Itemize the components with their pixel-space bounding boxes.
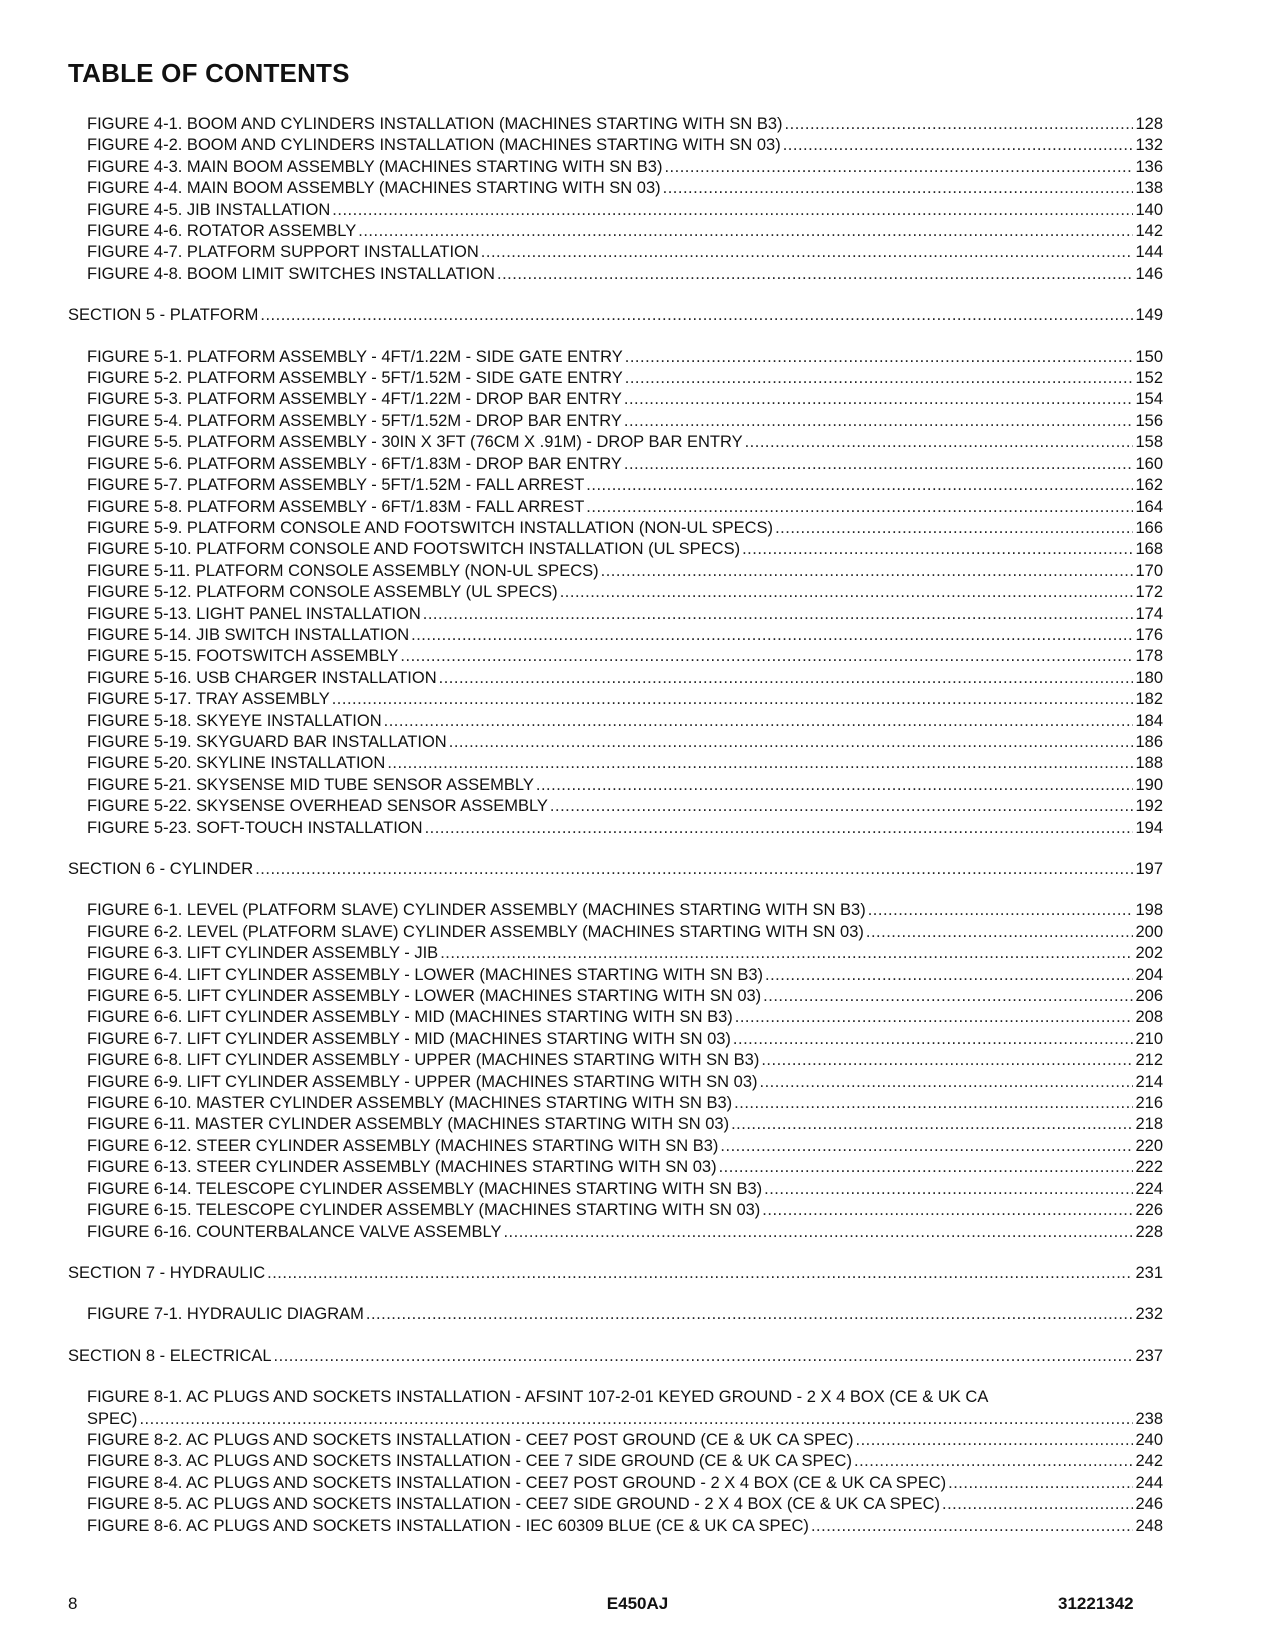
toc-entry-label: FIGURE 5-12. PLATFORM CONSOLE ASSEMBLY (UL SPECS) [87,583,558,602]
toc-entry-page: 232 [1135,1305,1163,1324]
dot-leader [760,1072,1134,1093]
toc-entry-label: FIGURE 5-4. PLATFORM ASSEMBLY - 5FT/1.52M - DROP BAR ENTRY [87,411,622,430]
toc-entry[interactable] [0,986,1163,1007]
toc-entry-page: 176 [1135,625,1163,644]
toc-entry-label: FIGURE 6-13. STEER CYLINDER ASSEMBLY (MACHINES STARTING WITH SN 03) [87,1158,717,1177]
toc-entry-label: FIGURE 7-1. HYDRAULIC DIAGRAM [87,1305,364,1324]
dot-leader [274,1346,1134,1367]
toc-section-page: 231 [1135,1263,1163,1282]
toc-entry-label-line1: FIGURE 8-1. AC PLUGS AND SOCKETS INSTALLATION - AFSINT 107-2-01 KEYED GROUND - 2 X 4 BOX (CE & UK CA [87,1388,989,1407]
toc-entry[interactable] [0,732,1163,753]
toc-entry[interactable] [0,1093,1163,1114]
dot-leader [560,582,1134,603]
toc-entry-page: 174 [1135,604,1163,623]
toc-entry-page: 132 [1135,136,1163,155]
toc-entry-page: 140 [1135,200,1163,219]
toc-entry-label: FIGURE 6-1. LEVEL (PLATFORM SLAVE) CYLINDER ASSEMBLY (MACHINES STARTING WITH SN B3) [87,901,866,920]
toc-entry-label: FIGURE 6-3. LIFT CYLINDER ASSEMBLY - JIB [87,944,439,963]
toc-entry-page: 164 [1135,497,1163,516]
dot-leader [497,264,1133,285]
toc-entry-page: 162 [1135,476,1163,495]
toc-entry[interactable] [0,178,1163,199]
toc-entry-page: 192 [1135,797,1163,816]
toc-section-label: SECTION 5 - PLATFORM [68,306,259,325]
dot-leader [601,561,1134,582]
toc-entry-page: 188 [1135,754,1163,773]
toc-entry-page: 210 [1135,1029,1163,1048]
toc-entry-page: 150 [1135,347,1163,366]
toc-entry-page: 228 [1135,1222,1163,1241]
dot-leader [624,454,1134,475]
toc-entry[interactable] [0,1222,1163,1243]
dot-leader [624,389,1134,410]
toc-entry-label: FIGURE 4-1. BOOM AND CYLINDERS INSTALLATION (MACHINES STARTING WITH SN B3) [87,115,783,133]
dot-leader [387,753,1133,774]
toc-entry-label: FIGURE 8-6. AC PLUGS AND SOCKETS INSTALLATION - IEC 60309 BLUE (CE & UK CA SPEC) [87,1516,809,1535]
toc-entry[interactable] [0,582,1163,603]
dot-leader [481,242,1134,263]
toc-entry-page: 218 [1135,1115,1163,1134]
dot-leader [719,1157,1134,1178]
toc-entry[interactable] [0,561,1163,582]
dot-leader [762,1200,1133,1221]
toc-entry-page: 178 [1135,647,1163,666]
toc-entry-page: 204 [1135,965,1163,984]
toc-entry-label: FIGURE 4-5. JIB INSTALLATION [87,200,331,219]
toc-entry-label: FIGURE 5-16. USB CHARGER INSTALLATION [87,668,437,687]
toc-entry-page: 226 [1135,1201,1163,1220]
dot-leader [761,1050,1133,1071]
toc-entry-page: 194 [1135,818,1163,837]
toc-entry-page: 154 [1135,390,1163,409]
toc-entry-page: 242 [1135,1452,1163,1471]
toc-entry-label: FIGURE 5-2. PLATFORM ASSEMBLY - 5FT/1.52M - SIDE GATE ENTRY [87,369,623,388]
toc-entry-line2 [0,1409,1163,1430]
toc-entry[interactable] [0,221,1163,242]
footer-model: E450AJ [606,1594,669,1613]
toc-entry-label: FIGURE 5-3. PLATFORM ASSEMBLY - 4FT/1.22M - DROP BAR ENTRY [87,390,622,409]
toc-entry[interactable] [0,539,1163,560]
toc-entry[interactable] [0,943,1163,964]
toc-entry-page: 212 [1135,1051,1163,1070]
dot-leader [536,775,1134,796]
toc-entry-page: 238 [1135,1409,1163,1428]
dot-leader [663,178,1134,199]
toc-entry[interactable] [0,454,1163,475]
dot-leader [366,1304,1134,1325]
toc-entry-label: FIGURE 5-19. SKYGUARD BAR INSTALLATION [87,732,447,751]
toc-entry-page: 222 [1135,1158,1163,1177]
toc-entry[interactable] [0,200,1163,221]
dot-leader [384,711,1134,732]
toc-entry-page: 138 [1135,179,1163,198]
toc-entry[interactable] [0,1516,1163,1537]
dot-leader [586,497,1133,518]
toc-entry-label: FIGURE 5-13. LIGHT PANEL INSTALLATION [87,604,421,623]
dot-leader [624,411,1134,432]
toc-entry-page: 142 [1135,222,1163,241]
dot-leader [720,1136,1133,1157]
toc-entry-page: 158 [1135,433,1163,452]
toc-section-label: SECTION 8 - ELECTRICAL [68,1346,272,1365]
toc-section-label: SECTION 6 - CYLINDER [68,860,254,878]
dot-leader [586,475,1133,496]
dot-leader [439,668,1134,689]
toc-entry-page: 166 [1135,518,1163,537]
toc-entry-label: FIGURE 4-6. ROTATOR ASSEMBLY [87,222,357,241]
toc-entry-page: 168 [1135,540,1163,559]
toc-entry[interactable] [0,625,1163,646]
toc-entry-page: 144 [1135,243,1163,262]
toc-entry-label: FIGURE 6-11. MASTER CYLINDER ASSEMBLY (MACHINES STARTING WITH SN 03) [87,1115,730,1134]
toc-entry-label: FIGURE 5-8. PLATFORM ASSEMBLY - 6FT/1.83M - FALL ARREST [87,497,585,516]
toc-entry-page: 184 [1135,711,1163,730]
toc-entry[interactable] [0,1200,1163,1221]
toc-entry-label: FIGURE 6-6. LIFT CYLINDER ASSEMBLY - MID (MACHINES STARTING WITH SN B3) [87,1008,733,1027]
toc-entry-label: FIGURE 6-5. LIFT CYLINDER ASSEMBLY - LOWER (MACHINES STARTING WITH SN 03) [87,987,762,1006]
toc-entry-label: FIGURE 5-6. PLATFORM ASSEMBLY - 6FT/1.83M - DROP BAR ENTRY [87,454,622,473]
toc-entry-page: 190 [1135,775,1163,794]
dot-leader [550,796,1134,817]
toc-entry[interactable] [0,475,1163,496]
toc-section-platform[interactable] [0,305,1163,326]
toc-entry-label: FIGURE 6-9. LIFT CYLINDER ASSEMBLY - UPPER (MACHINES STARTING WITH SN 03) [87,1072,758,1091]
toc-section-electrical[interactable] [0,1346,1163,1367]
toc-entry-label: FIGURE 6-8. LIFT CYLINDER ASSEMBLY - UPPER (MACHINES STARTING WITH SN B3) [87,1051,760,1070]
toc-entry-label: FIGURE 6-2. LEVEL (PLATFORM SLAVE) CYLINDER ASSEMBLY (MACHINES STARTING WITH SN 03) [87,922,864,941]
toc-entry[interactable] [0,1136,1163,1157]
toc-entry-label: FIGURE 5-22. SKYSENSE OVERHEAD SENSOR ASSEMBLY [87,797,548,816]
toc-entry-label: FIGURE 5-17. TRAY ASSEMBLY [87,690,330,709]
toc-entry[interactable] [0,347,1163,368]
toc-entry-label: FIGURE 8-4. AC PLUGS AND SOCKETS INSTALLATION - CEE7 POST GROUND - 2 X 4 BOX (CE & UK CA SPEC) [87,1473,947,1492]
toc-entry[interactable] [0,1050,1163,1071]
dot-leader [267,1263,1133,1284]
toc-entry-page: 244 [1135,1473,1163,1492]
toc-section-cylinder[interactable] [0,859,1163,880]
toc-entry-label: FIGURE 5-15. FOOTSWITCH ASSEMBLY [87,647,399,666]
dot-leader [625,347,1134,368]
toc-entry-page: 214 [1135,1072,1163,1091]
toc-entry-page: 224 [1135,1179,1163,1198]
toc-entry-page: 136 [1135,157,1163,176]
toc-entry[interactable] [0,518,1163,539]
toc-entry[interactable] [0,497,1163,518]
toc-entry[interactable] [0,157,1163,178]
toc-entry[interactable] [0,264,1163,285]
dot-leader [742,539,1133,560]
toc-entry-page: 202 [1135,944,1163,963]
toc-entry[interactable] [0,965,1163,986]
dot-leader [735,1007,1134,1028]
toc-entry[interactable] [0,1430,1163,1451]
toc-entry-page: 240 [1135,1430,1163,1449]
toc-entry-label: FIGURE 5-21. SKYSENSE MID TUBE SENSOR ASSEMBLY [87,775,534,794]
dot-leader [854,1451,1133,1472]
toc-entry-page: 182 [1135,690,1163,709]
toc-entry-label: FIGURE 5-1. PLATFORM ASSEMBLY - 4FT/1.22M - SIDE GATE ENTRY [87,347,623,366]
toc-entry-page: 206 [1135,987,1163,1006]
toc-entry[interactable] [0,922,1163,943]
toc-entry-label: FIGURE 6-15. TELESCOPE CYLINDER ASSEMBLY (MACHINES STARTING WITH SN 03) [87,1201,761,1220]
toc-entry-label: FIGURE 6-7. LIFT CYLINDER ASSEMBLY - MID (MACHINES STARTING WITH SN 03) [87,1029,731,1048]
dot-leader [503,1222,1133,1243]
dot-leader [856,1430,1134,1451]
dot-leader [423,604,1134,625]
toc-section-page: 149 [1135,306,1163,325]
dot-leader [400,646,1133,667]
dot-leader [440,943,1133,964]
toc-entry-label: FIGURE 4-3. MAIN BOOM ASSEMBLY (MACHINES STARTING WITH SN B3) [87,157,663,176]
toc-entry-page: 246 [1135,1495,1163,1514]
toc-entry[interactable] [0,753,1163,774]
toc-entry-label: FIGURE 5-20. SKYLINE INSTALLATION [87,754,386,773]
toc-entry-page: 172 [1135,583,1163,602]
dot-leader [449,732,1134,753]
toc-entry-label: FIGURE 5-7. PLATFORM ASSEMBLY - 5FT/1.52M - FALL ARREST [87,476,585,495]
dot-leader [764,1179,1133,1200]
toc-entry-page: 248 [1135,1516,1163,1535]
toc-entry[interactable] [0,242,1163,263]
toc-entry-page: 180 [1135,668,1163,687]
toc-entry-label: FIGURE 8-5. AC PLUGS AND SOCKETS INSTALLATION - CEE7 SIDE GROUND - 2 X 4 BOX (CE & UK CA SPEC) [87,1495,941,1514]
toc-section-page: 237 [1135,1346,1163,1365]
toc-entry[interactable] [0,411,1163,432]
toc-entry[interactable] [0,114,1163,135]
toc-entry-page: 186 [1135,732,1163,751]
toc-entry[interactable] [0,135,1163,156]
toc-section-hydraulic[interactable] [0,1263,1163,1284]
toc-entry-label: FIGURE 5-14. JIB SWITCH INSTALLATION [87,625,410,644]
toc-entry[interactable] [0,1029,1163,1050]
toc-entry[interactable] [0,1157,1163,1178]
dot-leader [260,305,1133,326]
toc-entry[interactable] [0,368,1163,389]
toc-entry[interactable] [0,604,1163,625]
toc-entry-label: FIGURE 6-10. MASTER CYLINDER ASSEMBLY (MACHINES STARTING WITH SN B3) [87,1094,733,1113]
toc-entry-page: 160 [1135,454,1163,473]
toc-entry-label: FIGURE 5-10. PLATFORM CONSOLE AND FOOTSWITCH INSTALLATION (UL SPECS) [87,540,741,559]
page-title: TABLE OF CONTENTS [68,58,350,88]
dot-leader [664,157,1133,178]
dot-leader [358,221,1133,242]
toc-entry-label: FIGURE 6-4. LIFT CYLINDER ASSEMBLY - LOWER (MACHINES STARTING WITH SN B3) [87,965,764,984]
footer-doc-number: 31221342 [1058,1594,1134,1613]
toc-entry-page: 146 [1135,264,1163,283]
toc-entry-page: 198 [1135,901,1163,920]
dot-leader [745,432,1134,453]
dot-leader [948,1473,1133,1494]
toc-entry[interactable] [0,689,1163,710]
dot-leader [332,200,1133,221]
toc-entry[interactable] [0,1114,1163,1135]
toc-entry-label: FIGURE 6-16. COUNTERBALANCE VALVE ASSEMBLY [87,1222,502,1241]
toc-entry-page: 200 [1135,922,1163,941]
toc-entry-page: 208 [1135,1008,1163,1027]
dot-leader [255,859,1133,880]
dot-leader [811,1516,1134,1537]
dot-leader [733,1029,1134,1050]
toc-entry[interactable] [0,1072,1163,1093]
toc-entry[interactable] [0,1494,1163,1515]
toc-entry[interactable] [0,1304,1163,1325]
toc-entry-label: FIGURE 5-23. SOFT-TOUCH INSTALLATION [87,818,423,837]
dot-leader [625,368,1134,389]
toc-entry-label: FIGURE 4-4. MAIN BOOM ASSEMBLY (MACHINES STARTING WITH SN 03) [87,179,661,198]
toc-section-page: 197 [1135,860,1163,878]
dot-leader [332,689,1134,710]
footer-page-number: 8 [68,1594,78,1613]
dot-leader [775,518,1133,539]
dot-leader [785,114,1134,135]
toc-entry[interactable] [0,796,1163,817]
dot-leader [783,135,1134,156]
toc-entry-wrapped[interactable] [0,1387,1275,1430]
dot-leader [139,1409,1133,1430]
toc-entry[interactable] [0,775,1163,796]
toc-entry[interactable] [0,1007,1163,1028]
toc-entry-page: 156 [1135,411,1163,430]
toc-entry-page: 216 [1135,1094,1163,1113]
toc-entry-label: FIGURE 8-2. AC PLUGS AND SOCKETS INSTALLATION - CEE7 POST GROUND (CE & UK CA SPEC) [87,1430,854,1449]
toc-entry-label: FIGURE 5-9. PLATFORM CONSOLE AND FOOTSWITCH INSTALLATION (NON-UL SPECS) [87,518,774,537]
toc-entry[interactable] [0,432,1163,453]
dot-leader [942,1494,1133,1515]
toc-entry[interactable] [0,711,1163,732]
toc-entry-label: FIGURE 4-8. BOOM LIMIT SWITCHES INSTALLATION [87,264,495,283]
toc-entry-label-line2: SPEC) [87,1409,138,1428]
toc-entry[interactable] [0,646,1163,667]
dot-leader [734,1093,1133,1114]
toc-entry-label: FIGURE 4-7. PLATFORM SUPPORT INSTALLATION [87,243,479,262]
dot-leader [425,818,1134,839]
toc-entry[interactable] [0,668,1163,689]
toc-entry-label: FIGURE 5-5. PLATFORM ASSEMBLY - 30IN X 3FT (76CM X .91M) - DROP BAR ENTRY [87,433,743,452]
dot-leader [411,625,1133,646]
dot-leader [868,900,1134,921]
toc-entry-label: FIGURE 5-11. PLATFORM CONSOLE ASSEMBLY (NON-UL SPECS) [87,561,599,580]
toc-entry-label: FIGURE 4-2. BOOM AND CYLINDERS INSTALLATION (MACHINES STARTING WITH SN 03) [87,136,781,155]
toc-entry-page: 220 [1135,1136,1163,1155]
toc-entry[interactable] [0,1179,1163,1200]
toc-entry-page: 152 [1135,369,1163,388]
dot-leader [731,1114,1133,1135]
toc-entry-label: FIGURE 6-14. TELESCOPE CYLINDER ASSEMBLY (MACHINES STARTING WITH SN B3) [87,1179,763,1198]
toc-section-label: SECTION 7 - HYDRAULIC [68,1263,266,1282]
toc-entry[interactable] [0,818,1163,839]
dot-leader [765,965,1133,986]
toc-list [0,114,1275,1537]
toc-entry[interactable] [0,1451,1163,1472]
dot-leader [866,922,1134,943]
toc-entry[interactable] [0,389,1163,410]
toc-entry-page: 170 [1135,561,1163,580]
dot-leader [763,986,1133,1007]
toc-entry[interactable] [0,1473,1163,1494]
toc-entry-page: 128 [1135,115,1163,133]
toc-entry[interactable] [0,900,1163,921]
toc-entry-label: FIGURE 8-3. AC PLUGS AND SOCKETS INSTALLATION - CEE 7 SIDE GROUND (CE & UK CA SPEC) [87,1452,852,1471]
toc-entry-label: FIGURE 5-18. SKYEYE INSTALLATION [87,711,382,730]
toc-entry-label: FIGURE 6-12. STEER CYLINDER ASSEMBLY (MACHINES STARTING WITH SN B3) [87,1136,719,1155]
